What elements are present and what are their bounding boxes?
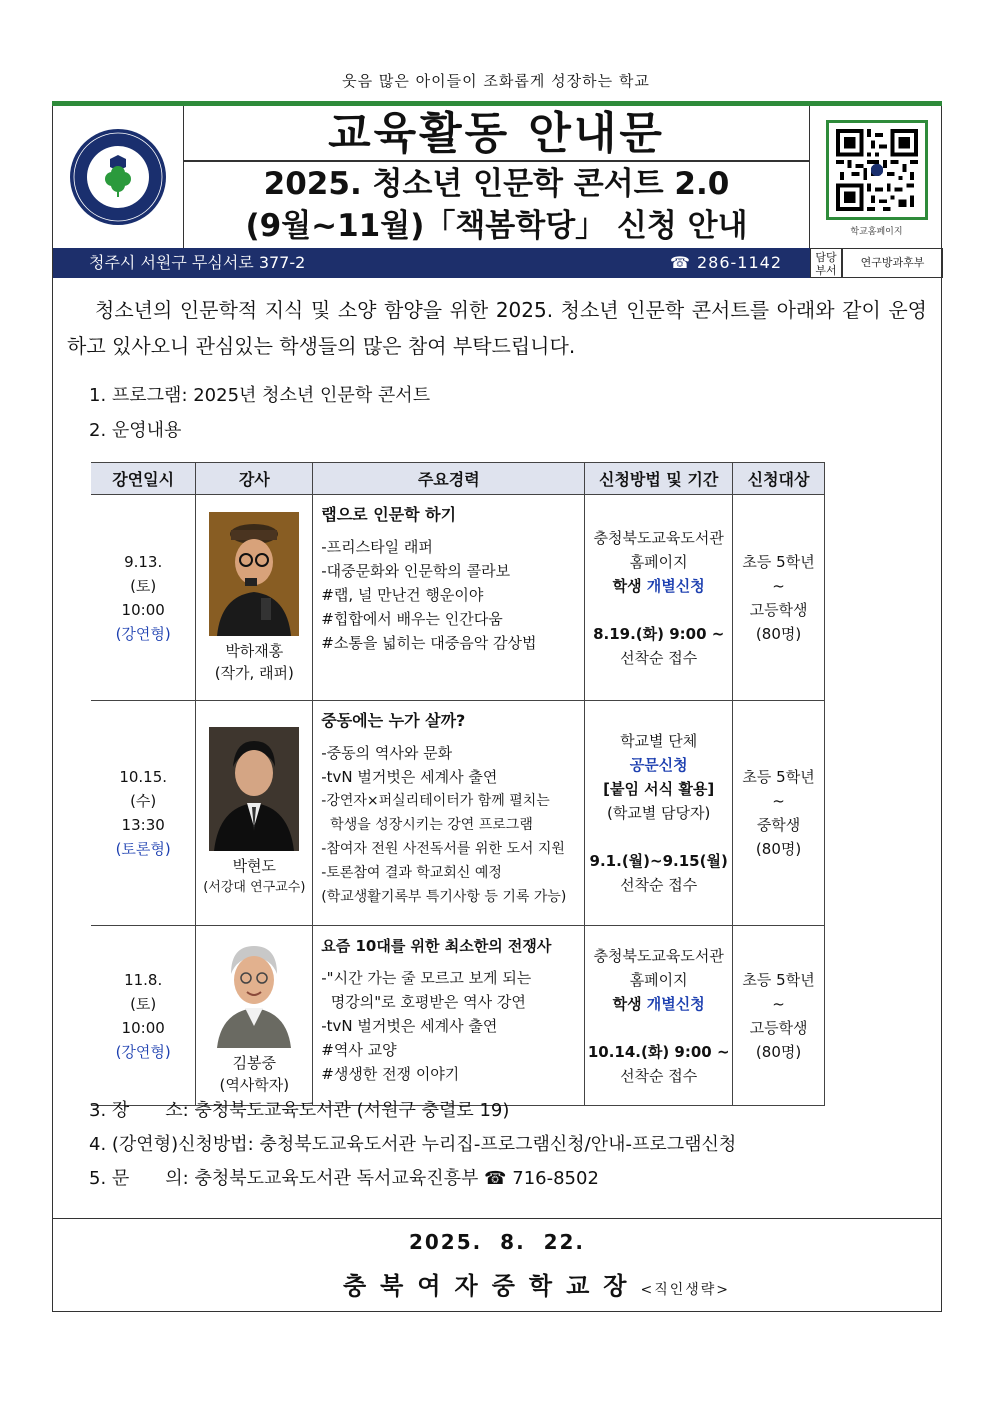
career-cell	[313, 701, 585, 926]
career-line: -중동의 역사와 문화	[321, 744, 453, 762]
footer-divider	[53, 1218, 941, 1219]
target-line: ~	[772, 576, 785, 595]
school-logo-cell	[53, 106, 184, 248]
issue-date: 2025. 8. 22.	[408, 1230, 586, 1254]
target-line: (80명)	[755, 1042, 802, 1061]
apply-order: 선착순 접수	[620, 1066, 698, 1085]
title-block	[184, 106, 810, 248]
date-cell	[91, 495, 196, 701]
table-header-row	[91, 463, 825, 495]
career-line: #역사 교양	[321, 1041, 397, 1059]
career-line: -tvN 벌거벗은 세계사 출연	[321, 1017, 498, 1035]
header-date: 강연일시	[91, 463, 196, 495]
method-em: 개별신청	[646, 576, 705, 595]
qr-caption: 학교홈페이지	[850, 227, 903, 237]
lecture-day: (토)	[130, 576, 157, 595]
speaker-role: (작가, 래퍼)	[214, 663, 294, 682]
address-bar	[53, 248, 810, 278]
apply-period: 10.14.(화) 9:00 ~	[587, 1042, 730, 1061]
lecture-type: (토론형)	[115, 840, 171, 858]
school-motto: 웃음 많은 아이들이 조화롭게 성장하는 학교	[342, 72, 650, 90]
header-career: 주요경력	[313, 463, 585, 495]
target-cell	[733, 701, 825, 926]
speaker-photo-image	[209, 727, 299, 851]
item-content: 2. 운영내용	[89, 420, 182, 441]
lecture-date: 11.8.	[124, 970, 163, 989]
dept-value: 연구방과후부	[842, 248, 943, 278]
career-line: -"시간 가는 줄 모르고 보게 되는	[321, 969, 532, 987]
method-cell	[585, 926, 733, 1106]
qr-cell	[810, 106, 943, 248]
speaker-photo	[209, 512, 299, 636]
career-line: -참여자 전원 사전독서를 위한 도서 지원	[321, 841, 565, 857]
lecture-time: 13:30	[121, 816, 165, 834]
speaker-name: 박하재홍	[225, 641, 284, 660]
info-list	[89, 1094, 736, 1196]
lecture-time: 10:00	[121, 600, 165, 619]
speaker-name: 김봉중	[232, 1053, 277, 1072]
method-line: 충청북도교육도서관	[593, 528, 724, 547]
method-emphasis	[585, 574, 732, 598]
method-line: (학교별 담당자)	[606, 804, 711, 822]
table-row	[91, 495, 825, 701]
date-cell	[91, 926, 196, 1106]
program-table	[91, 462, 825, 1106]
speaker-cell	[196, 495, 313, 701]
speaker-role: (역사학자)	[219, 1075, 290, 1094]
header-target: 신청대상	[733, 463, 825, 495]
apply-order: 선착순 접수	[620, 648, 698, 667]
target-line: ~	[772, 792, 785, 810]
lecture-day: (수)	[130, 792, 157, 810]
lecture-title: 중동에는 누가 살까?	[321, 711, 466, 730]
school-logo	[70, 129, 166, 225]
target-line: (80명)	[755, 624, 802, 643]
target-line: (80명)	[755, 840, 802, 858]
speaker-role: (서강대 연구교수)	[203, 880, 306, 895]
school-phone: ☎ 286-1142	[669, 253, 782, 272]
principal-signature	[343, 1266, 730, 1301]
career-line: 명강의"로 호평받은 역사 강연	[321, 993, 526, 1011]
lecture-date: 9.13.	[124, 552, 163, 571]
page-subtitle-1: 2025. 청소년 인문학 콘서트 2.0	[263, 166, 730, 202]
method-line: 홈페이지	[629, 552, 688, 571]
career-line: -프리스타일 래퍼	[321, 538, 433, 556]
target-line: 고등학생	[749, 1018, 808, 1037]
school-address: 청주시 서원구 무심서로 377-2	[89, 253, 306, 272]
method-em-prefix: 학생	[612, 576, 647, 595]
speaker-photo	[209, 727, 299, 851]
career-cell	[313, 495, 585, 701]
item-place: 3. 장 소: 충청북도교육도서관 (서원구 충렬로 19)	[89, 1100, 510, 1121]
method-em-prefix: 학생	[612, 994, 647, 1013]
target-cell	[733, 495, 825, 701]
qr-code-icon	[835, 129, 919, 211]
method-cell	[585, 701, 733, 926]
apply-period: 8.19.(화) 9:00 ~	[593, 624, 725, 643]
speaker-name: 박현도	[232, 857, 277, 875]
speaker-cell	[196, 926, 313, 1106]
career-line: #생생한 전쟁 이야기	[321, 1065, 460, 1083]
item-inquiry: 5. 문 의: 충청북도교육도서관 독서교육진흥부 ☎ 716-8502	[89, 1168, 599, 1189]
speaker-photo	[209, 936, 299, 1048]
career-line: #랩, 널 만난건 행운이야	[321, 586, 484, 604]
header-method: 신청방법 및 기간	[585, 463, 733, 495]
seal-note: <직인생략>	[640, 1282, 731, 1298]
logo-ring	[70, 129, 166, 225]
method-line: 충청북도교육도서관	[593, 946, 724, 965]
career-line: -강연자×퍼실리테이터가 함께 펼치는	[321, 793, 550, 809]
qr-code[interactable]	[826, 120, 928, 220]
method-line: [붙임 서식 활용]	[603, 780, 715, 798]
career-line: #소통을 넓히는 대중음악 감상법	[321, 634, 537, 652]
apply-period: 9.1.(월)~9.15(월)	[589, 852, 728, 870]
apply-order: 선착순 접수	[620, 876, 698, 894]
target-line: ~	[772, 994, 785, 1013]
lecture-type: (강연형)	[115, 1042, 171, 1061]
method-line: 홈페이지	[629, 970, 688, 989]
career-line: -대중문화와 인문학의 콜라보	[321, 562, 511, 580]
career-line: (학교생활기록부 특기사항 등 기록 가능)	[321, 889, 567, 905]
speaker-photo-image	[209, 936, 299, 1048]
document-frame	[52, 106, 942, 1312]
lecture-title: 랩으로 인문학 하기	[321, 505, 457, 524]
target-line: 고등학생	[749, 600, 808, 619]
speaker-photo-image	[209, 512, 299, 636]
career-line: -tvN 벌거벗은 세계사 출연	[321, 768, 498, 786]
target-cell	[733, 926, 825, 1106]
lecture-time: 10:00	[121, 1018, 165, 1037]
speaker-cell	[196, 701, 313, 926]
item-apply-method: 4. (강연형)신청방법: 충청북도교육도서관 누리집-프로그램신청/안내-프로그램신청	[89, 1134, 737, 1155]
lecture-day: (토)	[130, 994, 157, 1013]
career-line: #힙합에서 배우는 인간다움	[321, 610, 503, 628]
intro-paragraph: 청소년의 인문학적 지식 및 소양 함양을 위한 2025. 청소년 인문학 콘서트를 아래와 같이 운영하고 있사오니 관심있는 학생들의 많은 참여 부탁드립니다.	[67, 298, 927, 358]
lecture-date: 10.15.	[119, 768, 168, 786]
target-line: 초등 5학년	[742, 970, 815, 989]
principal-name: 충북여자중학교장	[343, 1271, 641, 1300]
career-cell	[313, 926, 585, 1106]
header-speaker: 강사	[196, 463, 313, 495]
target-line: 중학생	[756, 816, 801, 834]
page-title: 교육활동 안내문	[184, 106, 809, 162]
method-emphasis	[585, 992, 732, 1016]
table-row	[91, 926, 825, 1106]
method-line: 학교별 단체	[620, 732, 698, 750]
career-line: -토론참여 결과 학교회신 예정	[321, 865, 502, 881]
method-em: 공문신청	[629, 756, 688, 774]
page-subtitle-2: (9월~11월)「책봄학당」 신청 안내	[245, 208, 748, 244]
lecture-type: (강연형)	[115, 624, 171, 643]
table-row	[91, 701, 825, 926]
target-line: 초등 5학년	[742, 552, 815, 571]
method-em: 개별신청	[646, 994, 705, 1013]
lecture-title: 요즘 10대를 위한 최소한의 전쟁사	[321, 937, 552, 955]
dept-label: 담당부서	[810, 248, 842, 278]
method-cell	[585, 495, 733, 701]
date-cell	[91, 701, 196, 926]
target-line: 초등 5학년	[742, 768, 815, 786]
item-program: 1. 프로그램: 2025년 청소년 인문학 콘서트	[89, 385, 431, 406]
career-line: 학생을 성장시키는 강연 프로그램	[321, 817, 533, 833]
